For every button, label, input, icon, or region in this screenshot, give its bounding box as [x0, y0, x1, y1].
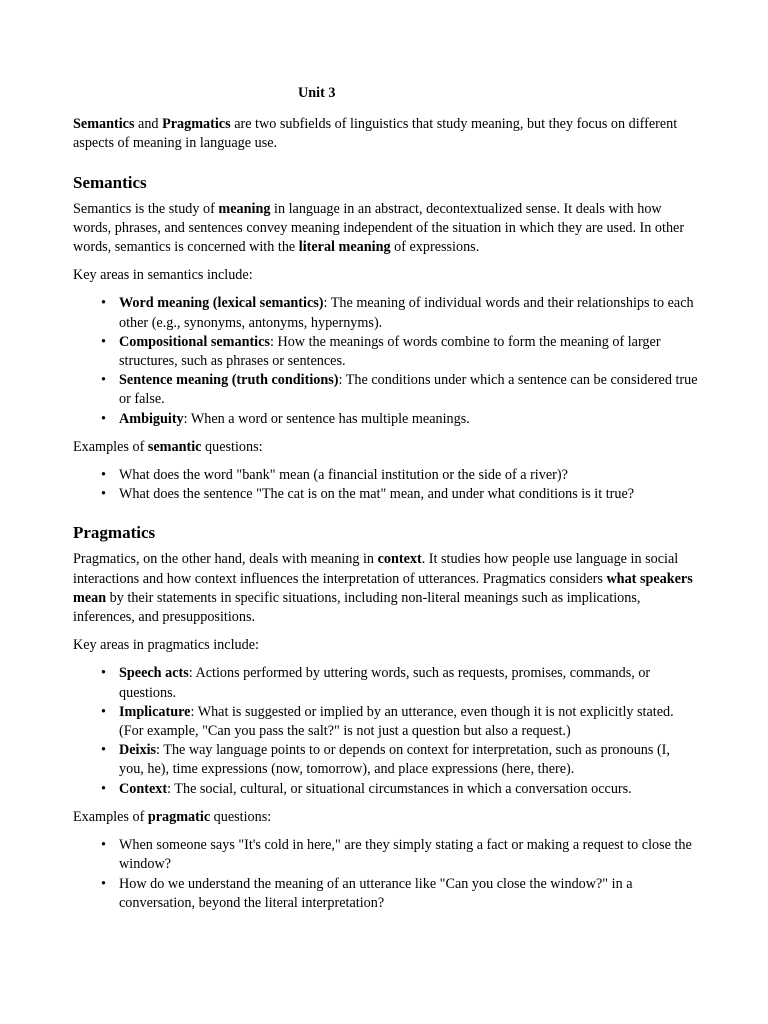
- semantics-key-areas-list: [73, 294, 698, 428]
- list-item-desc: : Actions performed by uttering words, such as requests, promises, commands, or questions.: [119, 665, 651, 701]
- examples-bold: semantic: [147, 438, 202, 455]
- semantics-paragraph: [73, 200, 698, 258]
- list-item-desc: : What is suggested or implied by an utterance, even though it is not explicitly stated. (For example, "Can you pass the salt?" is not just a question but also a request.): [119, 703, 674, 740]
- intro-text-2: are two subfields of linguistics that study meaning, but they focus on different aspects of meaning in language use.: [73, 116, 678, 152]
- examples-text-1: Examples of: [73, 808, 148, 825]
- list-item-desc: : The social, cultural, or situational circumstances in which a conversation occurs.: [167, 780, 632, 797]
- list-item-term: Compositional semantics: [119, 333, 270, 350]
- pragmatics-paragraph: [73, 550, 698, 627]
- list-item-term: Context: [119, 780, 168, 797]
- pragmatics-examples-label: [73, 808, 698, 827]
- semantics-bold-literal-meaning: literal meaning: [298, 239, 391, 256]
- examples-text-2: questions:: [201, 438, 263, 455]
- semantics-bold-meaning: meaning: [218, 200, 271, 217]
- examples-text-2: questions:: [210, 808, 272, 825]
- list-item: [119, 371, 698, 409]
- list-item-desc: : The meaning of individual words and their relationships to each other (e.g., synonyms, antonyms, hypernyms).: [119, 295, 694, 331]
- examples-bold: pragmatic: [147, 808, 211, 825]
- intro-paragraph: [73, 115, 698, 153]
- list-item: [119, 294, 698, 332]
- semantics-heading: Semantics: [73, 172, 147, 192]
- examples-text-1: Examples of: [73, 438, 148, 455]
- list-item-desc: : The way language points to or depends on context for interpretation, such as pronouns (I, you, he), time expressions (now, tomorrow), and place expressions (here, there).: [119, 742, 670, 778]
- list-item-desc: : When a word or sentence has multiple meanings.: [183, 410, 470, 427]
- list-item: [119, 333, 698, 371]
- list-item: • What does the word "bank" mean (a financial institution or the side of a river)?: [119, 466, 698, 485]
- list-item-term: Speech acts: [119, 665, 189, 682]
- list-item-desc: : The conditions under which a sentence can be considered true or false.: [119, 372, 698, 408]
- list-item-desc: : How the meanings of words combine to form the meaning of larger structures, such as phrases or sentences.: [119, 333, 661, 370]
- list-item: • What does the sentence "The cat is on the mat" mean, and under what conditions is it true?: [119, 485, 698, 504]
- list-item: [119, 741, 698, 779]
- pragmatics-bold-context: context: [377, 551, 422, 568]
- semantics-text-3: of expressions.: [390, 239, 480, 256]
- pragmatics-bold-what-speakers-mean: what speakers mean: [73, 570, 693, 606]
- semantics-key-areas-label: Key areas in semantics include:: [73, 267, 253, 284]
- list-item: [119, 780, 698, 799]
- list-item-term: Word meaning (lexical semantics): [119, 295, 324, 312]
- list-item: • When someone says "It's cold in here," are they simply stating a fact or making a request to close the window?: [119, 836, 698, 874]
- pragmatics-text-1: Pragmatics, on the other hand, deals with meaning in: [73, 551, 378, 568]
- semantics-text-1: Semantics is the study of: [73, 200, 219, 217]
- intro-bold-semantics: Semantics: [73, 116, 135, 133]
- list-item: • How do we understand the meaning of an utterance like "Can you close the window?" in a conversation, beyond the literal interpretation?: [119, 875, 698, 913]
- list-item-term: Deixis: [119, 742, 157, 759]
- list-item-term: Implicature: [119, 703, 191, 720]
- pragmatics-key-areas-list: [73, 664, 698, 798]
- list-item: [119, 664, 698, 702]
- intro-text-1: and: [134, 116, 163, 133]
- list-item-term: Ambiguity: [119, 410, 184, 427]
- semantics-examples-list: [73, 466, 698, 504]
- pragmatics-key-areas-label: Key areas in pragmatics include:: [73, 637, 259, 654]
- document-title: Unit 3: [298, 85, 336, 101]
- pragmatics-examples-list: [73, 836, 698, 913]
- list-item-term: Sentence meaning (truth conditions): [119, 372, 339, 389]
- list-item: [119, 703, 698, 741]
- list-item: [119, 410, 698, 429]
- semantics-text-2: in language in an abstract, decontextualized sense. It deals with how words, phrases, and sentences convey meaning independent of the situation in which they are used. In other words, semantics is concerned with the: [73, 200, 685, 256]
- pragmatics-text-3: by their statements in specific situations, including non-literal meanings such as implications, inferences, and presuppositions.: [73, 589, 641, 626]
- document-body: [73, 84, 698, 922]
- pragmatics-text-2: . It studies how people use language in social interactions and how context influences the interpretation of utterances. Pragmatics considers: [73, 551, 679, 587]
- pragmatics-heading: Pragmatics: [73, 523, 156, 543]
- intro-bold-pragmatics: Pragmatics: [162, 116, 231, 133]
- semantics-examples-label: [73, 438, 698, 457]
